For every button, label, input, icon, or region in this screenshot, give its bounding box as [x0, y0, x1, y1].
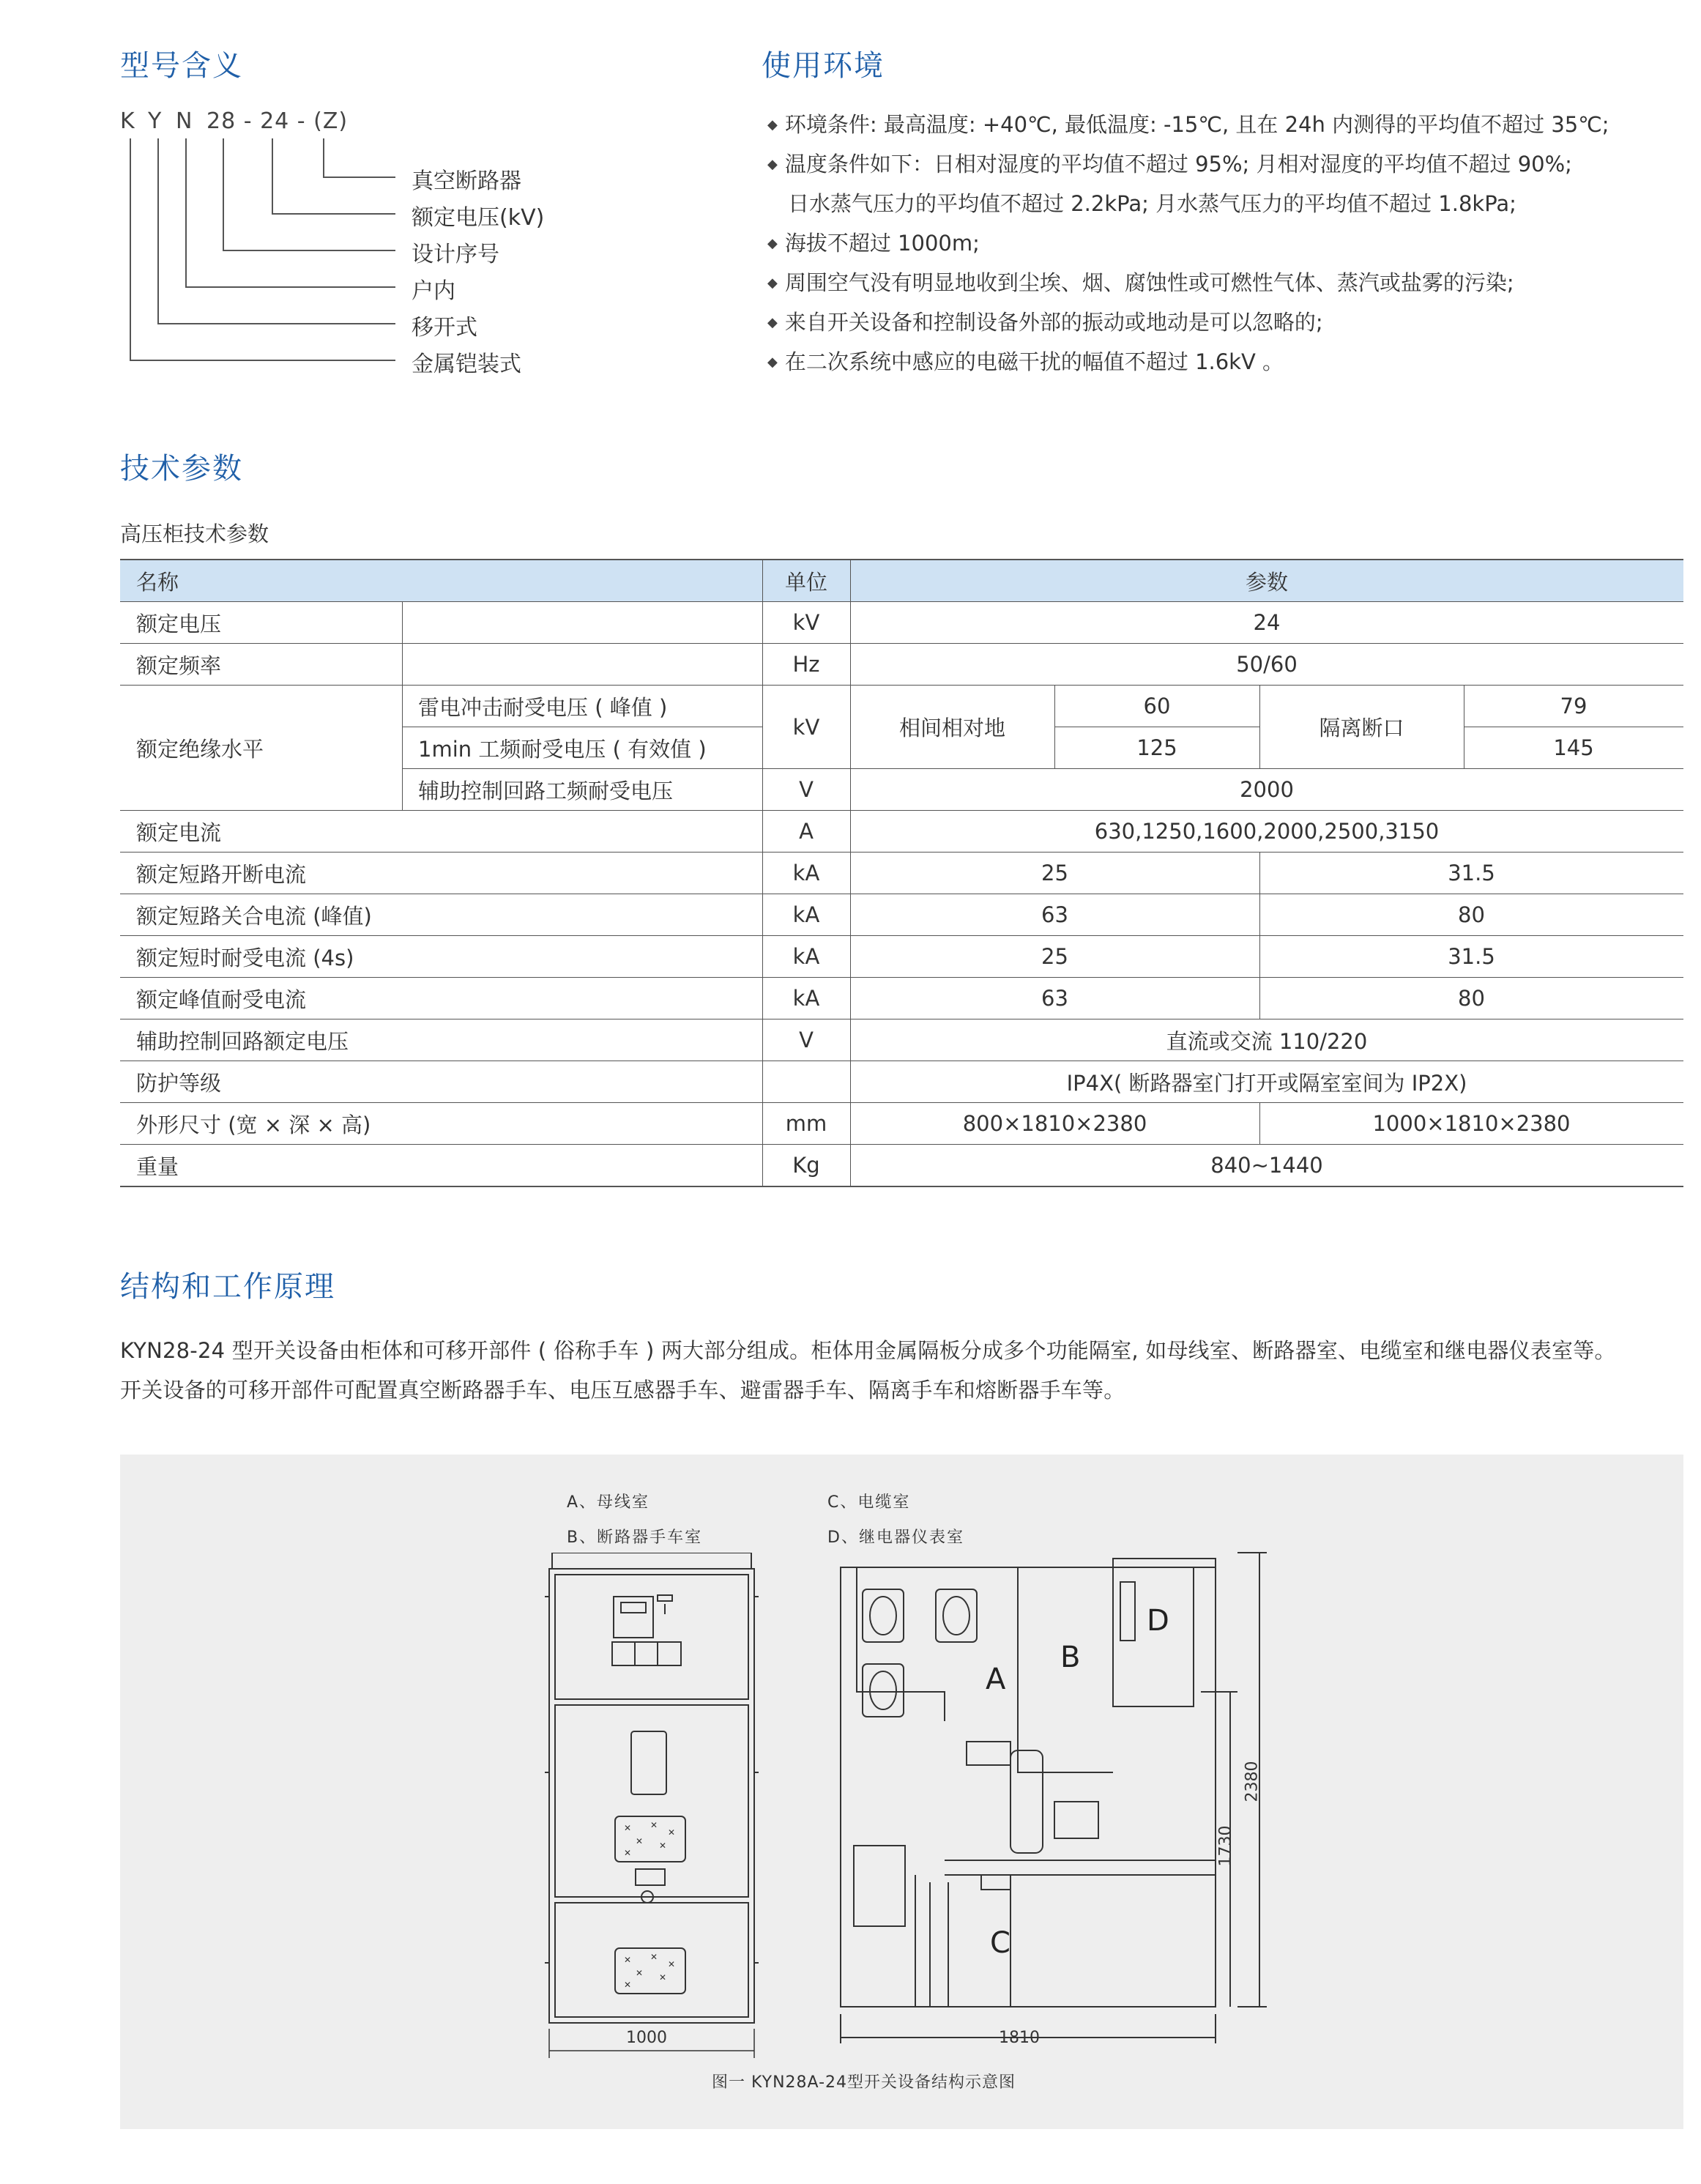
table-cell-unit: kV	[792, 610, 820, 635]
svg-text:✕: ✕	[624, 1848, 632, 1858]
svg-text:✕: ✕	[668, 1827, 676, 1838]
table-cell-value: IP4X( 断路器室门打开或隔室室间为 IP2X)	[1066, 1070, 1467, 1096]
table-cell-name: 额定短路关合电流 (峰值)	[136, 903, 372, 929]
model-legend-withdrawable: 移开式	[412, 315, 477, 341]
svg-text:✕: ✕	[650, 1952, 658, 1962]
model-legend-armored: 金属铠装式	[412, 352, 521, 377]
table-cell-name: 外形尺寸 (宽 × 深 × 高)	[136, 1112, 371, 1137]
env-item-text: 在二次系统中感应的电磁干扰的幅值不超过 1.6kV 。	[784, 349, 1284, 374]
svg-text:✕: ✕	[624, 1955, 632, 1965]
model-legend-breaker: 真空断路器	[412, 168, 521, 194]
table-cell-name: 额定电流	[136, 820, 222, 845]
table-cell-unit: kA	[792, 944, 820, 969]
svg-text:✕: ✕	[624, 1980, 632, 1990]
table-cell-value: 63	[1041, 986, 1068, 1011]
table-cell-value: 50/60	[1236, 652, 1298, 677]
table-cell-name: 额定短路开断电流	[136, 861, 307, 887]
model-code-number: 28 - 24 - (Z)	[206, 108, 349, 134]
table-cell-subname: 1min 工频耐受电压 ( 有效值 )	[418, 736, 707, 762]
table-header-unit: 单位	[784, 569, 827, 595]
table-cell-name: 额定峰值耐受电流	[136, 987, 307, 1012]
env-item-2	[767, 148, 1572, 178]
table-cell-isolation-label: 隔离断口	[1319, 716, 1404, 740]
figure-legend-c: C、电缆室	[827, 1493, 911, 1512]
table-cell-unit: kV	[792, 714, 820, 740]
model-legend-indoor: 户内	[412, 278, 455, 304]
table-cell-value: 31.5	[1448, 861, 1495, 885]
table-cell-name: 额定电压	[136, 611, 222, 636]
svg-text:✕: ✕	[636, 1968, 644, 1978]
tech-table-subtitle: 高压柜技术参数	[120, 521, 269, 546]
env-item-text: 周围空气没有明显地收到尘埃、烟、腐蚀性或可燃性气体、蒸汽或盐雾的污染;	[784, 270, 1514, 295]
table-cell-unit: kA	[792, 986, 820, 1011]
env-item-text: 环境条件: 最高温度: +40℃, 最低温度: -15℃, 且在 24h 内测得的平均值不超过 35℃;	[784, 112, 1609, 137]
table-header-param: 参数	[1245, 569, 1288, 595]
diamond-bullet-icon: ◆	[767, 315, 778, 330]
env-item-6	[767, 346, 1284, 376]
table-cell-name: 防护等级	[136, 1070, 222, 1096]
table-cell-value: 24	[1253, 610, 1281, 635]
tech-section-title: 技术参数	[120, 452, 243, 486]
diamond-bullet-icon: ◆	[767, 117, 778, 133]
svg-text:✕: ✕	[650, 1820, 658, 1830]
table-cell-value: 直流或交流 110/220	[1166, 1028, 1368, 1054]
env-item-3	[767, 227, 980, 257]
table-cell-subname: 雷电冲击耐受电压 ( 峰值 )	[418, 694, 668, 720]
table-cell-name: 重量	[136, 1154, 179, 1179]
table-cell-value: 1000×1810×2380	[1372, 1111, 1571, 1136]
table-cell-name: 额定短时耐受电流 (4s)	[136, 945, 354, 970]
figure-caption: 图一 KYN28A-24型开关设备结构示意图	[712, 2073, 1016, 2092]
table-cell-value: 2000	[1240, 777, 1294, 802]
table-cell-unit	[762, 1061, 850, 1102]
table-cell-unit: Kg	[792, 1153, 820, 1178]
table-cell-value: 630,1250,1600,2000,2500,3150	[1094, 819, 1440, 844]
svg-text:✕: ✕	[659, 1972, 667, 1983]
env-item-4	[767, 267, 1514, 297]
dimension-side-depth: 1810	[999, 2029, 1040, 2047]
structure-section-title: 结构和工作原理	[120, 1270, 335, 1304]
table-cell-value: 80	[1458, 986, 1485, 1011]
table-cell-name: 辅助控制回路额定电压	[136, 1028, 349, 1054]
structure-paragraph-line-1: KYN28-24 型开关设备由柜体和可移开部件 ( 俗称手车 ) 两大部分组成。柜体用金属隔板分成多个功能隔室, 如母线室、断路器室、电缆室和继电器仪表室等。	[120, 1338, 1616, 1363]
env-item-text: 来自开关设备和控制设备外部的振动或地动是可以忽略的;	[784, 310, 1323, 335]
figure-legend-d: D、继电器仪表室	[827, 1529, 964, 1547]
diamond-bullet-icon: ◆	[767, 157, 778, 172]
table-cell-value: 800×1810×2380	[962, 1111, 1147, 1136]
table-cell-unit: kA	[792, 902, 820, 927]
table-header-name: 名称	[136, 569, 179, 595]
table-cell-unit: mm	[785, 1111, 827, 1136]
table-cell-value: 145	[1553, 735, 1594, 760]
table-cell-value: 31.5	[1448, 944, 1495, 969]
table-cell-value: 840~1440	[1210, 1153, 1323, 1178]
env-item-1	[767, 108, 1609, 138]
env-item-2-continuation: 日水蒸气压力的平均值不超过 2.2kPa; 月水蒸气压力的平均值不超过 1.8kPa;	[788, 191, 1516, 216]
env-item-5	[767, 306, 1323, 336]
figure-label-a: A	[986, 1663, 1006, 1696]
cabinet-side-section	[827, 1538, 1267, 2065]
cabinet-front-view	[542, 1553, 762, 2065]
dimension-height-inner: 1730	[1216, 1825, 1235, 1867]
table-cell-value: 25	[1041, 944, 1068, 969]
table-cell-unit: Hz	[792, 652, 820, 677]
diamond-bullet-icon: ◆	[767, 275, 778, 291]
model-code-n: N	[176, 108, 196, 134]
table-cell-value: 80	[1458, 902, 1485, 927]
model-legend-voltage: 额定电压(kV)	[412, 205, 545, 231]
svg-text:✕: ✕	[659, 1841, 667, 1851]
figure-legend-a: A、母线室	[567, 1493, 650, 1512]
dimension-front-width: 1000	[626, 2029, 667, 2047]
table-cell-value: 125	[1136, 735, 1177, 760]
table-cell-unit: kA	[792, 861, 820, 885]
table-cell-unit: V	[799, 777, 814, 802]
diamond-bullet-icon: ◆	[767, 236, 778, 251]
env-item-text: 温度条件如下：日相对湿度的平均值不超过 95%; 月相对湿度的平均值不超过 90%;	[784, 152, 1572, 177]
table-cell-phase-label: 相间相对地	[898, 716, 1005, 740]
model-section-title: 型号含义	[120, 49, 243, 83]
figure-label-b: B	[1060, 1641, 1081, 1674]
svg-text:✕: ✕	[624, 1823, 632, 1833]
table-cell-name: 额定绝缘水平	[136, 736, 264, 762]
figure-legend-b: B、断路器手车室	[567, 1529, 703, 1547]
svg-text:✕: ✕	[636, 1836, 644, 1846]
figure-label-d: D	[1147, 1604, 1169, 1638]
model-legend-design: 设计序号	[412, 242, 499, 267]
structure-paragraph-line-2: 开关设备的可移开部件可配置真空断路器手车、电压互感器手车、避雷器手车、隔离手车和熔断器手车等。	[120, 1378, 1125, 1403]
environment-section-title: 使用环境	[762, 49, 885, 83]
table-cell-subname: 辅助控制回路工频耐受电压	[418, 778, 674, 803]
table-cell-value: 25	[1041, 861, 1068, 885]
env-item-text: 海拔不超过 1000m;	[784, 231, 980, 256]
table-cell-unit: V	[799, 1028, 814, 1052]
table-cell-unit: A	[799, 819, 814, 844]
table-cell-value: 60	[1143, 694, 1171, 718]
svg-text:✕: ✕	[668, 1959, 676, 1969]
model-code-y: Y	[148, 108, 165, 134]
table-cell-name: 额定频率	[136, 653, 222, 678]
model-code-diagram	[117, 135, 410, 377]
model-code-k: K	[120, 108, 138, 134]
table-cell-value: 79	[1560, 694, 1588, 718]
dimension-height-total: 2380	[1243, 1761, 1262, 1802]
diamond-bullet-icon: ◆	[767, 354, 778, 370]
table-cell-value: 63	[1041, 902, 1068, 927]
figure-label-c: C	[990, 1926, 1010, 1960]
